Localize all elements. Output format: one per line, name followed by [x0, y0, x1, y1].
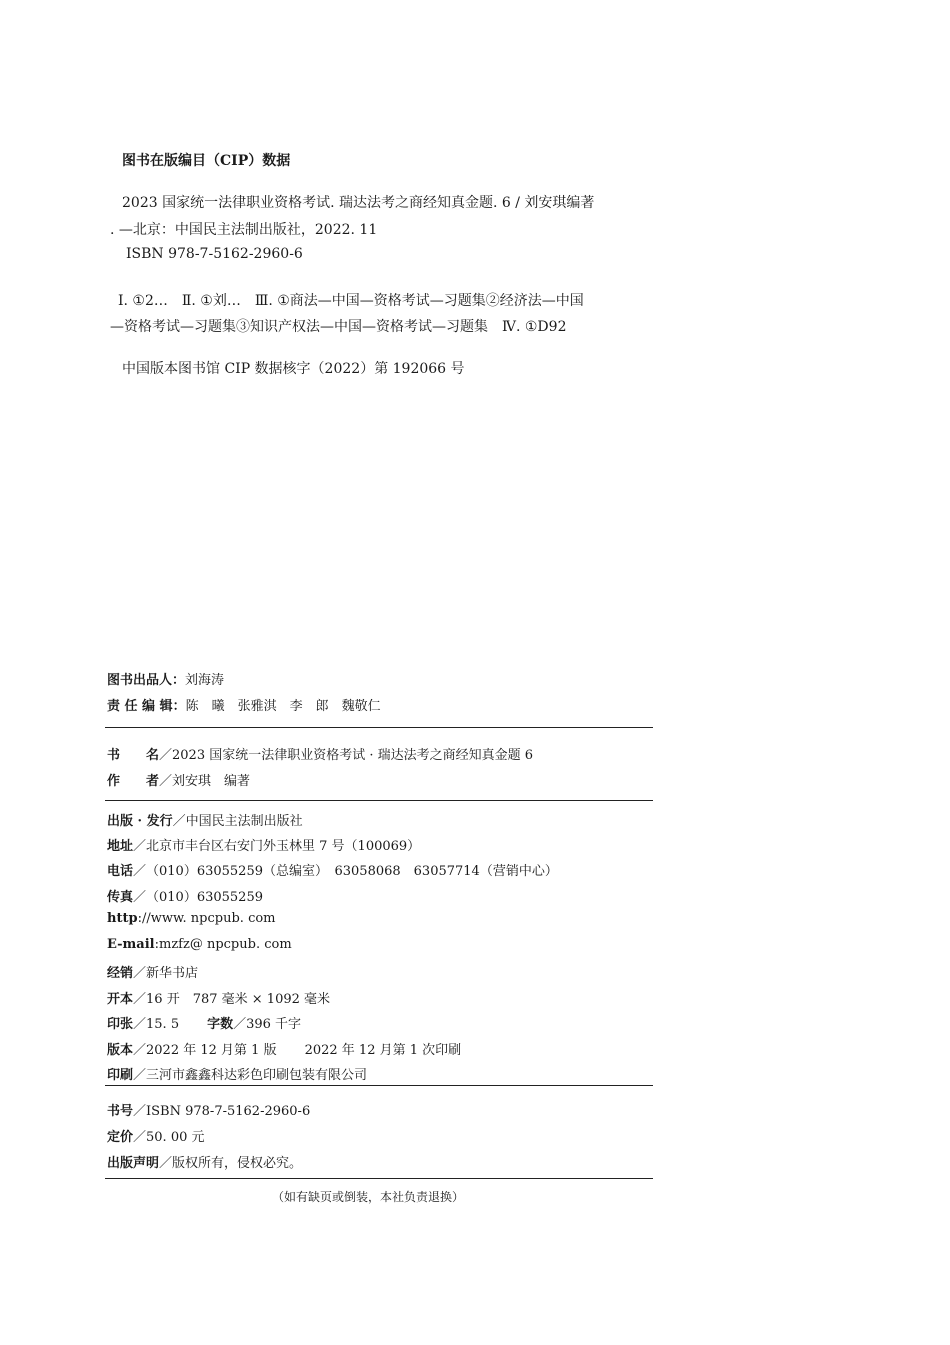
sheets-label: 印张	[107, 1017, 134, 1032]
author-row	[107, 770, 250, 789]
editors-row	[107, 695, 381, 714]
author-label: 作 者	[107, 774, 160, 789]
phone-label: 电话	[107, 864, 134, 879]
rights-value: ／版权所有，侵权必究。	[159, 1156, 303, 1171]
website-value: ://www. npcpub. com	[137, 911, 276, 926]
fax-label: 传真	[107, 890, 134, 905]
producer-value: 刘海涛	[185, 673, 225, 688]
divider	[105, 800, 653, 801]
format-value: ／16 开 787 毫米 × 1092 毫米	[133, 992, 331, 1007]
producer-label: 图书出品人：	[107, 673, 186, 688]
cip-isbn-line: ISBN 978-7-5162-2960-6	[126, 246, 303, 262]
editors-label: 责 任 编 辑：	[107, 699, 186, 714]
word-count-value: ／396 千字	[233, 1017, 302, 1032]
replacement-notice: （如有缺页或倒装，本社负责退换）	[272, 1190, 465, 1204]
isbn-value: ／ISBN 978-7-5162-2960-6	[133, 1104, 311, 1119]
phone-value: ／（010）63055259（总编室） 63058068 63057714（营销中心）	[133, 864, 558, 879]
sheets-row	[107, 1013, 301, 1032]
email-label: E-mail	[107, 937, 155, 952]
phone-row	[107, 860, 558, 879]
cip-classification-line: Ⅰ. ①2… Ⅱ. ①刘… Ⅲ. ①商法—中国—资格考试—习题集②经济法—中国	[118, 293, 584, 309]
fax-value: ／（010）63055259	[133, 890, 263, 905]
cip-record-number: 中国版本图书馆 CIP 数据核字（2022）第 192066 号	[122, 361, 465, 377]
email-row	[107, 937, 292, 952]
edition-row	[107, 1039, 461, 1058]
address-label: 地址	[107, 839, 134, 854]
edition-label: 版本	[107, 1043, 134, 1058]
website-row	[107, 911, 276, 926]
fax-row	[107, 886, 263, 905]
cip-title-line: 2023 国家统一法律职业资格考试. 瑞达法考之商经知真金题. 6 / 刘安琪编著	[122, 195, 595, 211]
edition-value: ／2022 年 12 月第 1 版	[133, 1043, 277, 1058]
word-count-label: 字数	[207, 1017, 234, 1032]
producer-row	[107, 669, 224, 688]
address-row	[107, 835, 420, 854]
printing-value: 2022 年 12 月第 1 次印刷	[304, 1043, 462, 1058]
format-row	[107, 988, 330, 1007]
website-label: http	[107, 911, 138, 926]
divider	[105, 727, 653, 728]
divider	[105, 1178, 653, 1179]
isbn-label: 书号	[107, 1104, 134, 1119]
book-title-row	[107, 744, 533, 763]
cip-publisher-line: . —北京：中国民主法制出版社，2022. 11	[110, 222, 378, 238]
email-value: :mzfz@ npcpub. com	[154, 937, 292, 952]
address-value: ／北京市丰台区右安门外玉林里 7 号（100069）	[133, 839, 421, 854]
editors-value: 陈 曦 张雅淇 李 郎 魏敬仁	[185, 699, 381, 714]
price-label: 定价	[107, 1130, 134, 1145]
distributor-value: ／新华书店	[133, 966, 199, 981]
cip-classification-line-cont: —资格考试—习题集③知识产权法—中国—资格考试—习题集 Ⅳ. ①D92	[110, 319, 567, 335]
rights-label: 出版声明	[107, 1156, 160, 1171]
format-label: 开本	[107, 992, 134, 1007]
publisher-row	[107, 810, 303, 829]
distributor-row	[107, 962, 198, 981]
author-value: ／刘安琪 编著	[159, 774, 251, 789]
publisher-value: ／中国民主法制出版社	[172, 814, 303, 829]
printer-value: ／三河市鑫鑫科达彩色印刷包装有限公司	[133, 1068, 368, 1083]
price-value: ／50. 00 元	[133, 1130, 205, 1145]
book-title-value: ／2023 国家统一法律职业资格考试 · 瑞达法考之商经知真金题 6	[159, 748, 534, 763]
printer-label: 印刷	[107, 1068, 134, 1083]
price-row	[107, 1126, 205, 1145]
isbn-row	[107, 1100, 310, 1119]
sheets-value: ／15. 5	[133, 1017, 180, 1032]
printer-row	[107, 1064, 367, 1083]
publisher-label: 出版 · 发行	[107, 814, 173, 829]
cip-heading: 图书在版编目（CIP）数据	[122, 153, 291, 169]
distributor-label: 经销	[107, 966, 134, 981]
book-title-label: 书 名	[107, 748, 160, 763]
divider	[105, 1085, 653, 1086]
rights-row	[107, 1152, 302, 1171]
